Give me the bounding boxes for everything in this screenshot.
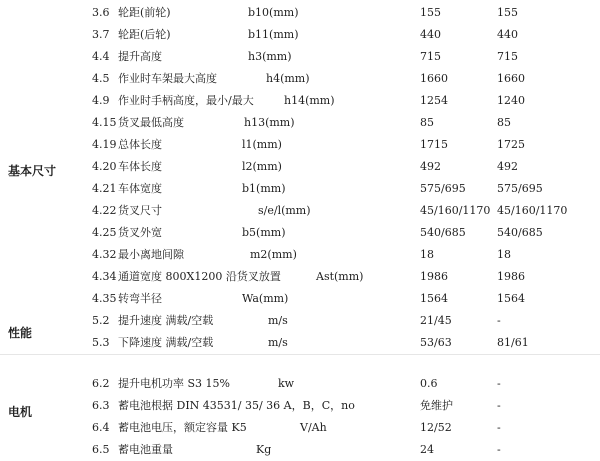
spec-value-model-2: 1660 <box>497 72 525 85</box>
spec-unit: b1(mm) <box>242 182 286 195</box>
spec-row <box>0 156 600 178</box>
spec-row <box>0 439 600 461</box>
spec-unit: s/e/l(mm) <box>258 204 311 217</box>
section-label-motor: 电机 <box>8 405 33 419</box>
spec-value-model-1: 18 <box>420 248 434 261</box>
spec-code: 3.6 <box>92 6 110 19</box>
spec-unit: l1(mm) <box>242 138 282 151</box>
spec-unit: m/s <box>268 314 288 327</box>
spec-name: 作业时手柄高度，最小/最大 <box>118 94 254 107</box>
spec-code: 6.5 <box>92 443 110 456</box>
spec-value-model-2: 575/695 <box>497 182 543 195</box>
spec-value-model-1: 1986 <box>420 270 448 283</box>
spec-name: 提升速度 满载/空载 <box>118 314 214 327</box>
spec-value-model-1: 53/63 <box>420 336 452 349</box>
spec-value-model-2: - <box>497 421 501 434</box>
spec-code: 6.2 <box>92 377 110 390</box>
spec-unit: h13(mm) <box>244 116 295 129</box>
spec-value-model-2: 45/160/1170 <box>497 204 568 217</box>
spec-name: 总体长度 <box>118 138 162 151</box>
spec-name: 提升电机功率 S3 15% <box>118 377 230 390</box>
spec-value-model-1: 24 <box>420 443 434 456</box>
spec-name: 车体长度 <box>118 160 162 173</box>
spec-value-model-2: 155 <box>497 6 518 19</box>
spec-row <box>0 46 600 68</box>
spec-value-model-1: 免维护 <box>420 399 453 412</box>
spec-value-model-2: - <box>497 443 501 456</box>
spec-name: 蓄电池重量 <box>118 443 173 456</box>
spec-unit: h14(mm) <box>284 94 335 107</box>
spec-code: 4.21 <box>92 182 117 195</box>
spec-name: 作业时车架最大高度 <box>118 72 217 85</box>
spec-row <box>0 2 600 24</box>
spec-value-model-1: 440 <box>420 28 441 41</box>
spec-value-model-1: 1254 <box>420 94 448 107</box>
spec-code: 4.9 <box>92 94 110 107</box>
spec-name: 转弯半径 <box>118 292 162 305</box>
spec-unit: m2(mm) <box>250 248 297 261</box>
spec-name: 蓄电池根据 DIN 43531/ 35/ 36 A，B，C，no <box>118 399 355 412</box>
spec-row <box>0 200 600 222</box>
spec-value-model-2: 492 <box>497 160 518 173</box>
spec-value-model-2: 85 <box>497 116 511 129</box>
spec-unit: kw <box>278 377 295 390</box>
spec-value-model-1: 21/45 <box>420 314 452 327</box>
spec-value-model-1: 575/695 <box>420 182 466 195</box>
spec-value-model-1: 1660 <box>420 72 448 85</box>
spec-value-model-1: 715 <box>420 50 441 63</box>
spec-row <box>0 244 600 266</box>
spec-unit: V/Ah <box>300 421 327 434</box>
section-label-dimensions: 基本尺寸 <box>8 164 57 178</box>
spec-unit: Ast(mm) <box>316 270 364 283</box>
spec-code: 4.4 <box>92 50 110 63</box>
spec-row <box>0 332 600 355</box>
spec-code: 4.35 <box>92 292 117 305</box>
spec-name: 蓄电池电压，额定容量 K5 <box>118 421 247 434</box>
spec-row <box>0 90 600 112</box>
spec-value-model-2: - <box>497 314 501 327</box>
spec-code: 4.25 <box>92 226 117 239</box>
spec-value-model-1: 45/160/1170 <box>420 204 491 217</box>
spec-code: 4.34 <box>92 270 117 283</box>
spec-value-model-2: 1564 <box>497 292 525 305</box>
spec-unit: m/s <box>268 336 288 349</box>
spec-unit: Kg <box>256 443 272 456</box>
spec-value-model-2: - <box>497 377 501 390</box>
spec-code: 3.7 <box>92 28 110 41</box>
spec-unit: b10(mm) <box>248 6 299 19</box>
spec-unit: b5(mm) <box>242 226 286 239</box>
spec-row <box>0 373 600 395</box>
spec-code: 6.3 <box>92 399 110 412</box>
spec-value-model-2: 1240 <box>497 94 525 107</box>
spec-code: 4.19 <box>92 138 117 151</box>
spec-row <box>0 395 600 417</box>
spec-unit: h4(mm) <box>266 72 310 85</box>
spec-value-model-2: - <box>497 399 501 412</box>
spec-unit: b11(mm) <box>248 28 299 41</box>
spec-unit: h3(mm) <box>248 50 292 63</box>
spec-value-model-2: 1725 <box>497 138 525 151</box>
spec-value-model-1: 1715 <box>420 138 448 151</box>
spec-code: 5.3 <box>92 336 110 349</box>
spec-row <box>0 68 600 90</box>
spec-row <box>0 222 600 244</box>
spec-name: 货叉尺寸 <box>118 204 162 217</box>
spec-name: 下降速度 满载/空载 <box>118 336 214 349</box>
spec-row <box>0 112 600 134</box>
spec-name: 轮距(后轮) <box>118 28 171 41</box>
spec-name: 通道宽度 800X1200 沿货叉放置 <box>118 270 281 283</box>
spec-value-model-1: 12/52 <box>420 421 452 434</box>
spec-name: 最小离地间隙 <box>118 248 184 261</box>
spec-unit: Wa(mm) <box>242 292 289 305</box>
spec-unit: l2(mm) <box>242 160 282 173</box>
spec-value-model-2: 81/61 <box>497 336 529 349</box>
spec-row <box>0 134 600 156</box>
spec-value-model-2: 540/685 <box>497 226 543 239</box>
spec-row <box>0 417 600 439</box>
spec-code: 5.2 <box>92 314 110 327</box>
spec-row <box>0 24 600 46</box>
spec-value-model-1: 155 <box>420 6 441 19</box>
spec-value-model-1: 492 <box>420 160 441 173</box>
spec-name: 货叉外宽 <box>118 226 162 239</box>
spec-code: 4.32 <box>92 248 117 261</box>
spec-name: 货叉最低高度 <box>118 116 184 129</box>
spec-row <box>0 178 600 200</box>
spec-value-model-2: 440 <box>497 28 518 41</box>
spec-code: 6.4 <box>92 421 110 434</box>
spec-value-model-2: 715 <box>497 50 518 63</box>
spec-row <box>0 310 600 332</box>
spec-row <box>0 266 600 288</box>
spec-code: 4.20 <box>92 160 117 173</box>
spec-value-model-1: 1564 <box>420 292 448 305</box>
spec-code: 4.15 <box>92 116 117 129</box>
spec-row <box>0 288 600 310</box>
spec-name: 车体宽度 <box>118 182 162 195</box>
spec-name: 提升高度 <box>118 50 162 63</box>
spec-code: 4.22 <box>92 204 117 217</box>
spec-name: 轮距(前轮) <box>118 6 171 19</box>
spec-value-model-2: 1986 <box>497 270 525 283</box>
spec-value-model-1: 0.6 <box>420 377 438 390</box>
spec-value-model-1: 85 <box>420 116 434 129</box>
spec-value-model-2: 18 <box>497 248 511 261</box>
spec-code: 4.5 <box>92 72 110 85</box>
spec-value-model-1: 540/685 <box>420 226 466 239</box>
section-label-performance: 性能 <box>8 326 33 340</box>
